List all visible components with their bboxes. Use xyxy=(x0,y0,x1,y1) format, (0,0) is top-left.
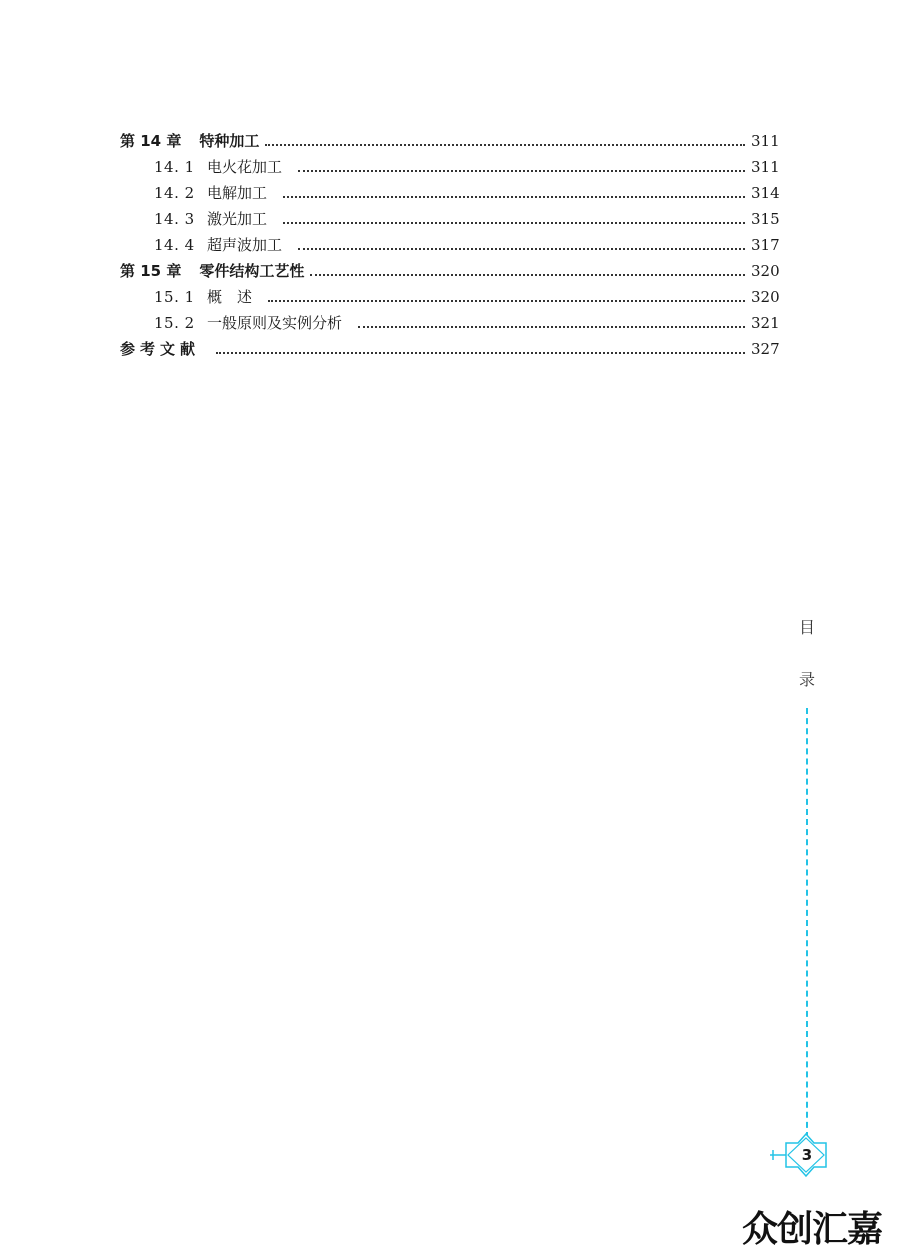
dot-leader xyxy=(358,325,745,328)
section-number: 14. 3 xyxy=(154,210,195,228)
toc-chapter-14[interactable] xyxy=(120,128,780,154)
toc-references[interactable] xyxy=(120,336,780,362)
watermark-logo: 众创汇嘉 xyxy=(742,1210,883,1250)
page-number: 314 xyxy=(751,184,780,202)
page-number-badge: 3 xyxy=(801,1146,813,1164)
chapter-title: 零件结构工艺性 xyxy=(199,262,305,280)
dot-leader xyxy=(283,221,745,224)
section-title: 一般原则及实例分析 xyxy=(207,314,343,332)
section-title: 激光加工 xyxy=(207,210,268,228)
toc-chapter-15[interactable] xyxy=(120,258,780,284)
side-tab-char-mu: 目 xyxy=(798,618,815,637)
section-number: 14. 2 xyxy=(154,184,195,202)
page-number: 320 xyxy=(751,288,780,306)
section-number: 15. 1 xyxy=(154,288,195,306)
page-number: 320 xyxy=(751,262,780,280)
section-title: 超声波加工 xyxy=(207,236,283,254)
toc-section-14-4[interactable] xyxy=(120,232,780,258)
chapter-title: 特种加工 xyxy=(199,132,260,150)
dot-leader xyxy=(298,247,745,250)
chapter-number: 第 15 章 xyxy=(120,262,182,280)
page-number: 311 xyxy=(751,158,780,176)
section-number: 15. 2 xyxy=(154,314,195,332)
section-title: 电解加工 xyxy=(207,184,268,202)
toc-section-14-3[interactable] xyxy=(120,206,780,232)
toc-section-15-2[interactable] xyxy=(120,310,780,336)
dot-leader xyxy=(268,299,745,302)
toc-section-14-1[interactable] xyxy=(120,154,780,180)
page-number: 317 xyxy=(751,236,780,254)
dot-leader xyxy=(216,351,745,354)
side-running-tab xyxy=(792,615,822,693)
toc-section-14-2[interactable] xyxy=(120,180,780,206)
page-number: 327 xyxy=(751,340,780,358)
dashed-guide-line xyxy=(806,708,808,1138)
toc-section-15-1[interactable] xyxy=(120,284,780,310)
dot-leader xyxy=(265,143,745,146)
page-number: 311 xyxy=(751,132,780,150)
section-number: 14. 4 xyxy=(154,236,195,254)
chapter-number: 第 14 章 xyxy=(120,132,182,150)
table-of-contents xyxy=(120,128,780,362)
section-number: 14. 1 xyxy=(154,158,195,176)
page-number: 321 xyxy=(751,314,780,332)
references-title: 参考文献 xyxy=(120,340,201,358)
dot-leader xyxy=(298,169,745,172)
section-title: 概 述 xyxy=(207,288,253,306)
section-title: 电火花加工 xyxy=(207,158,283,176)
dot-leader xyxy=(283,195,745,198)
side-tab-char-lu: 录 xyxy=(798,670,815,689)
dot-leader xyxy=(310,273,745,276)
page-number: 315 xyxy=(751,210,780,228)
